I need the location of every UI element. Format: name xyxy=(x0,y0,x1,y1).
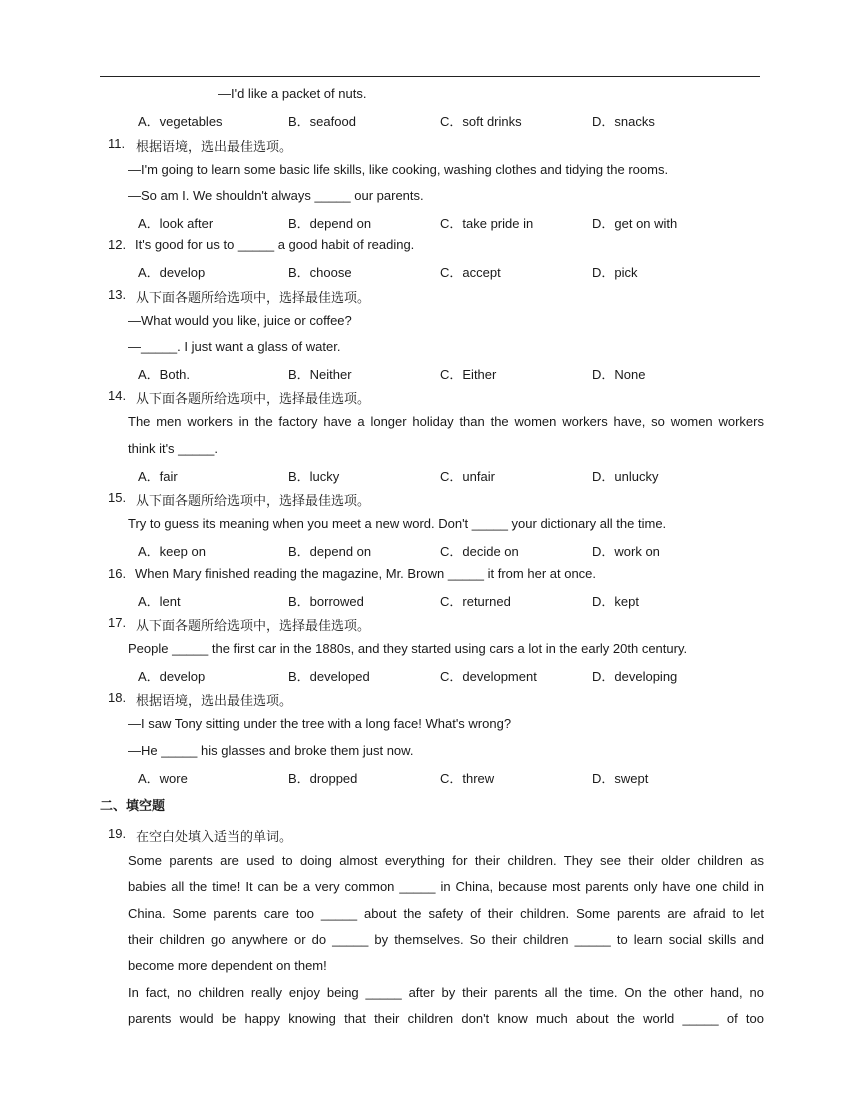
q11-option-d[interactable]: D．get on with xyxy=(592,216,678,231)
question-instruction: 在空白处填入适当的单词。 xyxy=(136,829,293,844)
q13-option-d[interactable]: D．None xyxy=(592,367,646,382)
question-line: —So am I. We shouldn't always _____ our parents. xyxy=(128,188,424,203)
q15-option-d[interactable]: D．work on xyxy=(592,544,660,559)
q18-option-a[interactable]: A．wore xyxy=(138,771,188,786)
q13-option-c[interactable]: C．Either xyxy=(440,367,497,382)
q11-option-b[interactable]: B．depend on xyxy=(288,216,372,231)
q14-option-a[interactable]: A．fair xyxy=(138,469,178,484)
q12-option-d[interactable]: D．pick xyxy=(592,265,638,280)
q17-option-a[interactable]: A．develop xyxy=(138,669,206,684)
q10-option-b[interactable]: B．seafood xyxy=(288,114,356,129)
question-line: —I'm going to learn some basic life skills, like cooking, washing clothes and tidying the rooms. xyxy=(128,162,669,177)
q13-option-a[interactable]: A．Both. xyxy=(138,367,191,382)
q10-option-a[interactable]: A．vegetables xyxy=(138,114,223,129)
question-instruction: 从下面各题所给选项中，选择最佳选项。 xyxy=(136,493,371,508)
q17-option-d[interactable]: D．developing xyxy=(592,669,678,684)
passage-line: their children go anywhere or do _____ by themselves. So their children _____ to learn social skills and xyxy=(128,932,764,947)
question-line: think it's _____. xyxy=(128,441,218,456)
question-stem: It's good for us to _____ a good habit of reading. xyxy=(135,237,415,252)
q14-option-b[interactable]: B．lucky xyxy=(288,469,340,484)
q17-option-c[interactable]: C．development xyxy=(440,669,537,684)
question-number: 14. xyxy=(108,388,127,403)
q15-option-a[interactable]: A．keep on xyxy=(138,544,206,559)
passage-line: Some parents are used to doing almost everything for their children. They see their older children as xyxy=(128,853,764,868)
header-rule xyxy=(100,76,760,77)
question-line: The men workers in the factory have a longer holiday than the women workers have, so women workers xyxy=(128,414,764,429)
q16-option-c[interactable]: C．returned xyxy=(440,594,511,609)
q18-option-d[interactable]: D．swept xyxy=(592,771,649,786)
q16-option-d[interactable]: D．kept xyxy=(592,594,639,609)
passage-line: become more dependent on them! xyxy=(128,958,327,973)
q12-option-a[interactable]: A．develop xyxy=(138,265,206,280)
question-line: —I saw Tony sitting under the tree with a long face! What's wrong? xyxy=(128,716,512,731)
question-number: 12. xyxy=(108,237,127,252)
q10-option-c[interactable]: C．soft drinks xyxy=(440,114,522,129)
q13-option-b[interactable]: B．Neither xyxy=(288,367,352,382)
question-number: 17. xyxy=(108,615,127,630)
question-number: 18. xyxy=(108,690,127,705)
question-line: —He _____ his glasses and broke them just now. xyxy=(128,743,414,758)
passage-line: China. Some parents care too _____ about the safety of their children. Some parents are afraid to let xyxy=(128,906,764,921)
q10-answer-line: —I'd like a packet of nuts. xyxy=(218,86,367,101)
q17-option-b[interactable]: B．developed xyxy=(288,669,370,684)
question-line: Try to guess its meaning when you meet a new word. Don't _____ your dictionary all the time. xyxy=(128,516,667,531)
passage-line: parents would be happy knowing that their children don't know much about the world _____ of too xyxy=(128,1011,764,1026)
question-instruction: 从下面各题所给选项中，选择最佳选项。 xyxy=(136,290,371,305)
question-instruction: 根据语境，选出最佳选项。 xyxy=(136,693,293,708)
question-instruction: 从下面各题所给选项中，选择最佳选项。 xyxy=(136,391,371,406)
question-number: 16. xyxy=(108,566,127,581)
question-number: 19. xyxy=(108,826,127,841)
question-number: 11. xyxy=(108,136,126,151)
q11-option-c[interactable]: C．take pride in xyxy=(440,216,534,231)
q14-option-d[interactable]: D．unlucky xyxy=(592,469,659,484)
q18-option-b[interactable]: B．dropped xyxy=(288,771,358,786)
q14-option-c[interactable]: C．unfair xyxy=(440,469,495,484)
q16-option-b[interactable]: B．borrowed xyxy=(288,594,364,609)
question-instruction: 根据语境，选出最佳选项。 xyxy=(136,139,293,154)
question-number: 13. xyxy=(108,287,127,302)
q12-option-b[interactable]: B．choose xyxy=(288,265,352,280)
q11-option-a[interactable]: A．look after xyxy=(138,216,214,231)
question-line: —_____. I just want a glass of water. xyxy=(128,339,341,354)
q16-option-a[interactable]: A．lent xyxy=(138,594,181,609)
q15-option-b[interactable]: B．depend on xyxy=(288,544,372,559)
section-heading: 二、填空题 xyxy=(100,798,166,813)
q15-option-c[interactable]: C．decide on xyxy=(440,544,519,559)
q10-option-d[interactable]: D．snacks xyxy=(592,114,655,129)
question-line: People _____ the first car in the 1880s, and they started using cars a lot in the early 20th century. xyxy=(128,641,688,656)
passage-line: In fact, no children really enjoy being _____ after by their parents all the time. On the other hand, no xyxy=(128,985,764,1000)
question-number: 15. xyxy=(108,490,127,505)
q18-option-c[interactable]: C．threw xyxy=(440,771,495,786)
passage-line: babies all the time! It can be a very common _____ in China, because most parents only have one child in xyxy=(128,879,764,894)
q12-option-c[interactable]: C．accept xyxy=(440,265,501,280)
question-stem: When Mary finished reading the magazine, Mr. Brown _____ it from her at once. xyxy=(135,566,597,581)
question-instruction: 从下面各题所给选项中，选择最佳选项。 xyxy=(136,618,371,633)
question-line: —What would you like, juice or coffee? xyxy=(128,313,352,328)
